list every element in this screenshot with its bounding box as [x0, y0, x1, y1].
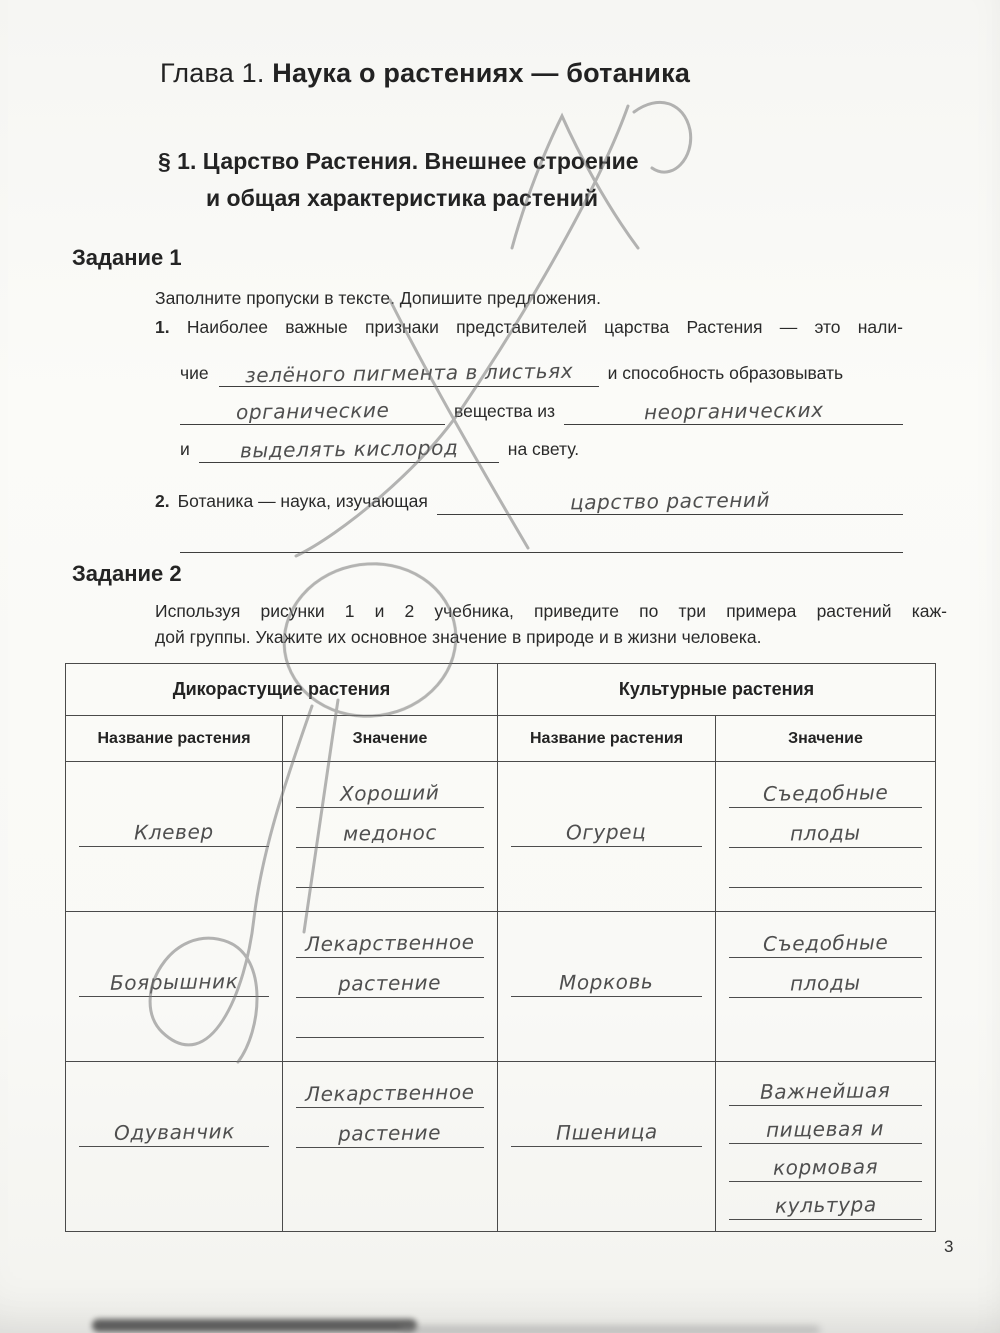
table-group-header-row	[66, 664, 936, 716]
section-title-line2: и общая характеристика растений	[206, 185, 598, 211]
handwritten-plant-name: Одуванчик	[113, 1119, 235, 1145]
task2-instruction-line2: дой группы. Укажите их основное значение в природе и в жизни человека.	[155, 627, 762, 647]
table-column-header-row	[66, 716, 936, 762]
section-title	[158, 143, 639, 217]
handwritten-value: Важнейшая	[760, 1078, 891, 1104]
handwritten-plant-name: Морковь	[559, 969, 654, 995]
fill-blank-answer5	[437, 481, 903, 515]
table-row	[66, 762, 936, 912]
group-header-wild: Дикорастущие растения	[66, 664, 498, 716]
plants-table	[65, 663, 936, 1232]
scan-smudge-light	[400, 1326, 820, 1333]
handwritten-answer3: неорганических	[643, 397, 824, 425]
cell-cult-name-1	[498, 762, 716, 912]
section-title-line1: § 1. Царство Растения. Внешнее строение	[158, 148, 639, 174]
handwritten-answer2: органические	[235, 397, 390, 425]
fill-blank-answer2	[180, 391, 445, 425]
cell-wild-value-1	[283, 762, 498, 912]
task1-body	[155, 317, 903, 553]
scan-smudge	[92, 1319, 417, 1332]
handwritten-plant-name: Огурец	[566, 819, 647, 845]
cell-cult-value-3	[716, 1062, 936, 1232]
group-header-cultivated: Культурные растения	[498, 664, 936, 716]
handwritten-plant-name: Боярышник	[109, 969, 239, 995]
handwritten-value: Съедобные	[762, 930, 889, 956]
cell-cult-name-2	[498, 912, 716, 1062]
chapter-number: Глава 1.	[160, 58, 273, 88]
handwritten-answer1: зелёного пигмента в листьях	[244, 358, 573, 388]
fill-blank-answer3	[564, 391, 903, 425]
item1-text-suffix: и способность образовывать	[607, 363, 844, 383]
fill-blank-answer1	[219, 353, 599, 387]
fill-blank-answer4	[199, 429, 499, 463]
handwritten-value: Хороший	[340, 780, 440, 806]
col-header-wild-value: Значение	[283, 716, 498, 762]
task1-instruction: Заполните пропуски в тексте. Допишите предложения.	[155, 288, 601, 308]
handwritten-plant-name: Пшеница	[555, 1119, 658, 1145]
handwritten-plant-name: Клевер	[133, 819, 215, 845]
cell-cult-value-1	[716, 762, 936, 912]
item1-text-and: и	[180, 439, 190, 459]
col-header-cult-value: Значение	[716, 716, 936, 762]
col-header-cult-name: Название растения	[498, 716, 716, 762]
item1-text-prefix: чие	[180, 363, 209, 383]
task1-item2-line1	[155, 477, 903, 515]
item1-text-line1: Наиболее важные признаки представителей царства Растения — это нали-	[186, 317, 903, 337]
page-number: 3	[944, 1237, 954, 1256]
handwritten-value: растение	[338, 1120, 442, 1146]
handwritten-value: пищевая и	[766, 1116, 885, 1142]
task1-item1-line4	[180, 425, 903, 463]
handwritten-value: растение	[338, 970, 442, 996]
handwritten-value: плоды	[789, 970, 862, 996]
col-header-wild-name: Название растения	[66, 716, 283, 762]
task1-item1-line2	[180, 349, 903, 387]
item2-number: 2.	[155, 491, 170, 511]
chapter-name: Наука о растениях — ботаника	[272, 58, 691, 88]
handwritten-value: плоды	[789, 820, 862, 846]
task1-item1-line3	[180, 387, 903, 425]
cell-cult-name-3	[498, 1062, 716, 1232]
item1-text-end: на свету.	[507, 439, 580, 459]
table-row	[66, 1062, 936, 1232]
handwritten-value: Съедобные	[762, 780, 889, 806]
item2-text: Ботаника — наука, изучающая	[177, 491, 428, 511]
handwritten-value: культура	[774, 1192, 877, 1218]
task2-instruction	[155, 598, 947, 650]
handwritten-value: Лекарственное	[305, 929, 475, 957]
handwritten-value: Лекарственное	[305, 1079, 475, 1107]
cell-wild-value-2	[283, 912, 498, 1062]
handwritten-answer5: царство растений	[569, 487, 771, 515]
table-row	[66, 912, 936, 1062]
handwritten-value: кормовая	[772, 1154, 879, 1180]
task1-item1-line1	[155, 317, 903, 349]
task2-instruction-line1: Используя рисунки 1 и 2 учебника, приведите по три примера растений каж-	[155, 601, 947, 621]
cell-cult-value-2	[716, 912, 936, 1062]
task1-heading: Задание 1	[72, 245, 182, 270]
fill-blank-empty	[180, 519, 903, 553]
handwritten-value: медонос	[342, 820, 438, 846]
task1-item2-line2	[180, 515, 903, 553]
cell-wild-name-1	[66, 762, 283, 912]
chapter-title	[160, 58, 690, 89]
handwritten-answer4: выделять кислород	[239, 435, 459, 463]
cell-wild-name-3	[66, 1062, 283, 1232]
item1-number: 1.	[155, 317, 170, 337]
cell-wild-name-2	[66, 912, 283, 1062]
pencil-scribble	[634, 102, 691, 172]
item1-text-mid: вещества из	[454, 401, 556, 421]
cell-wild-value-3	[283, 1062, 498, 1232]
task2-heading: Задание 2	[72, 561, 182, 586]
